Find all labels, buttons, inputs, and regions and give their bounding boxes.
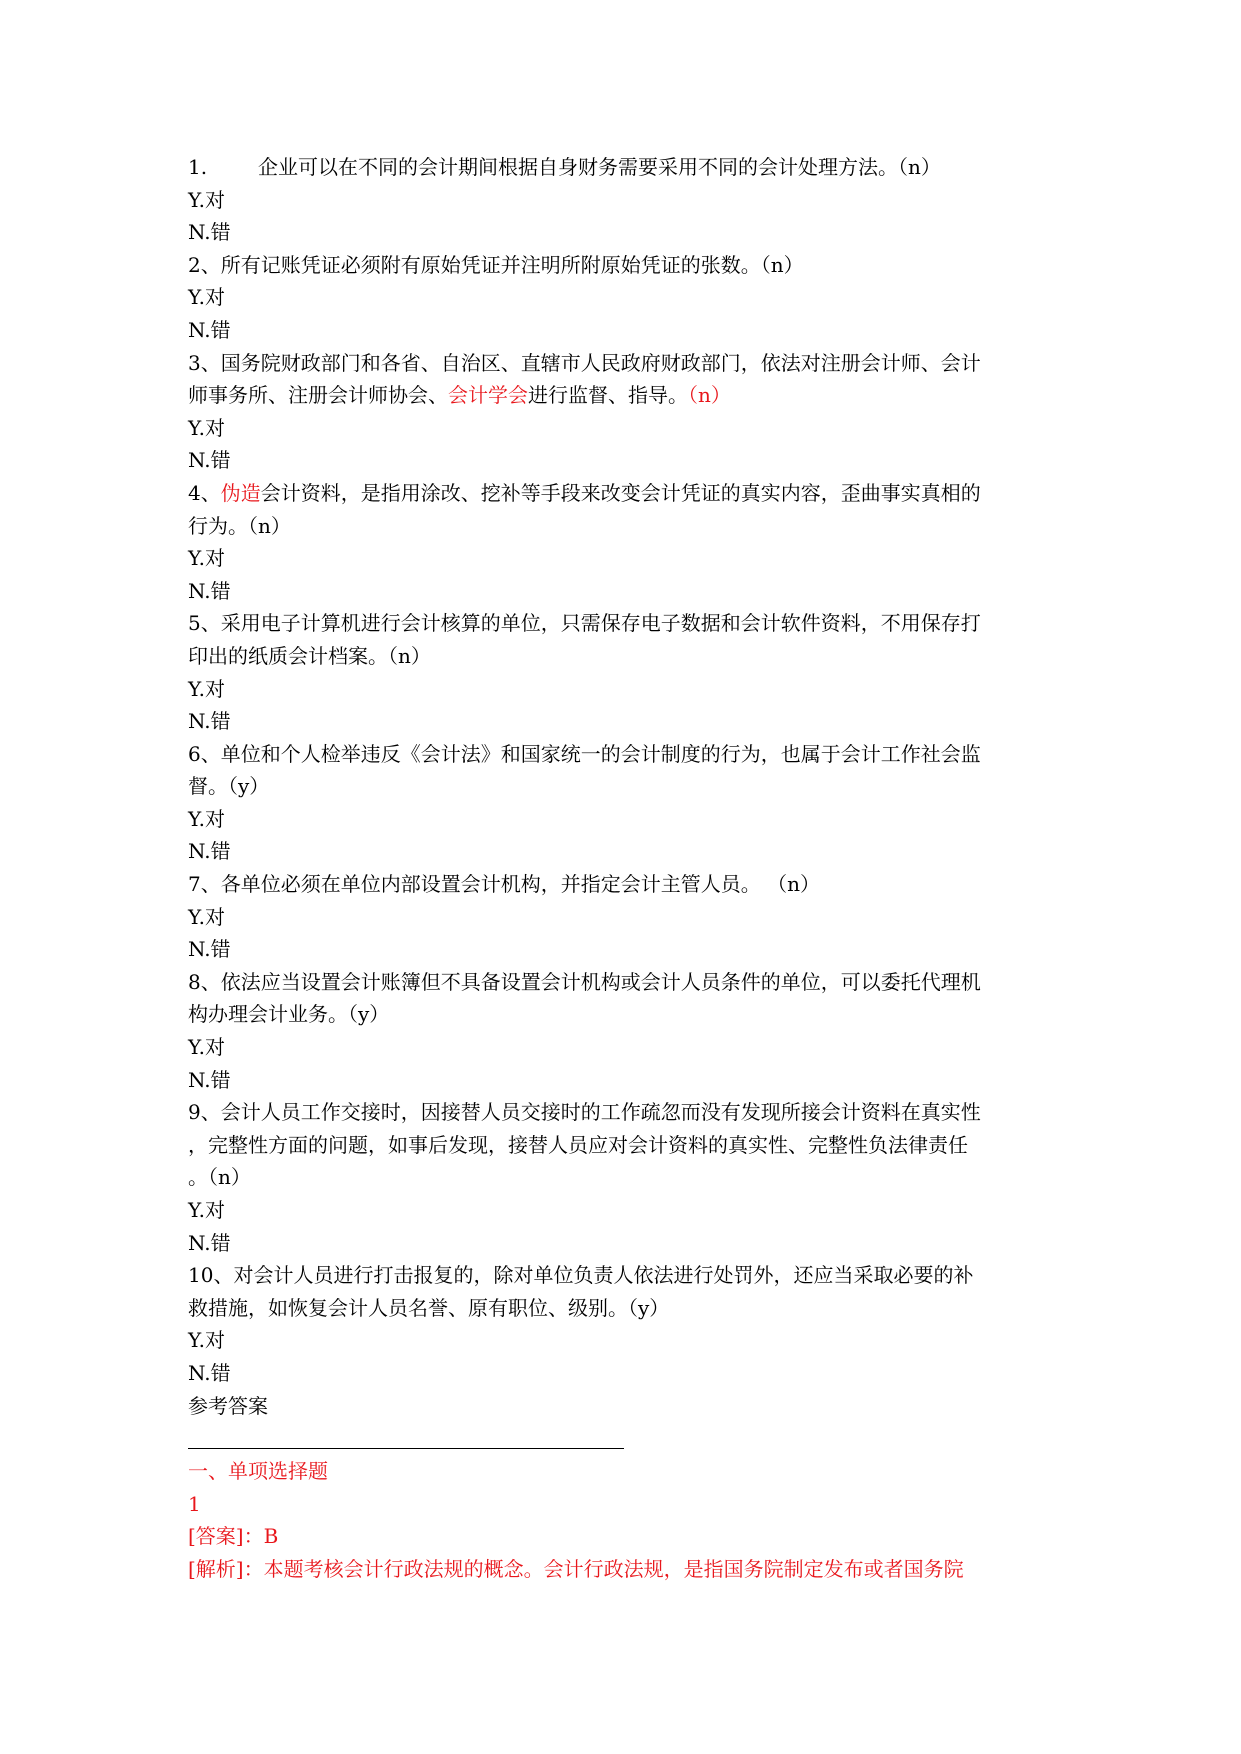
question-text-line (188, 510, 1058, 543)
option-false: N.错 (188, 709, 231, 734)
question-text: 构办理会计业务。（y） (188, 1002, 390, 1027)
question-block (188, 347, 1058, 477)
question-block (188, 151, 1058, 249)
option-false: N.错 (188, 1360, 231, 1385)
question-text: 进行监督、指导。 (528, 383, 688, 408)
question-text-line (188, 1129, 1058, 1162)
option-false: N.错 (188, 937, 231, 962)
answer-item-number: 1 (188, 1491, 201, 1516)
question-list (188, 151, 1058, 1390)
question-text-line (188, 477, 1058, 510)
question-text-line (188, 1161, 1058, 1194)
question-block (188, 607, 1058, 737)
question-text-line (188, 868, 1058, 901)
question-block (188, 738, 1058, 868)
question-block (188, 477, 1058, 607)
option-true: Y.对 (188, 187, 225, 212)
question-text-line (188, 1259, 1058, 1292)
question-text-line (188, 998, 1058, 1031)
question-text: 10、对会计人员进行打击报复的，除对单位负责人依法进行处罚外，还应当采取必要的补 (188, 1263, 974, 1288)
question-text: 5、采用电子计算机进行会计核算的单位，只需保存电子数据和会计软件资料，不用保存打 (188, 611, 981, 636)
highlighted-text: 伪造 (220, 480, 261, 505)
question-text-line (188, 347, 1058, 380)
option-false: N.错 (188, 1067, 231, 1092)
question-text: 8、依法应当设置会计账簿但不具备设置会计机构或会计人员条件的单位，可以委托代理机 (188, 969, 981, 994)
section-divider (188, 1448, 624, 1449)
document-body (188, 151, 1058, 1586)
option-true: Y.对 (188, 676, 225, 701)
answers-section-title: 一、单项选择题 (188, 1459, 328, 1484)
option-true: Y.对 (188, 904, 225, 929)
highlighted-text: 会计学会 (448, 383, 528, 408)
option-false: N.错 (188, 1230, 231, 1255)
question-block (188, 1096, 1058, 1259)
question-text: 会计资料，是指用涂改、挖补等手段来改变会计凭证的真实内容，歪曲事实真相的 (260, 480, 981, 505)
option-false: N.错 (188, 448, 231, 473)
question-text-line (188, 738, 1058, 771)
question-text: 4、 (188, 480, 221, 505)
question-text: 督。（y） (188, 774, 270, 799)
question-text-line (188, 151, 1058, 184)
question-text: 6、单位和个人检举违反《会计法》和国家统一的会计制度的行为，也属于会计工作社会监 (188, 741, 981, 766)
question-text-line (188, 249, 1058, 282)
option-true: Y.对 (188, 1328, 225, 1353)
question-text: 。（n） (188, 1165, 251, 1190)
option-true: Y.对 (188, 806, 225, 831)
question-text: ，完整性方面的问题，如事后发现，接替人员应对会计资料的真实性、完整性负法律责任 (188, 1132, 968, 1157)
question-text-line (188, 770, 1058, 803)
question-text-line (188, 1096, 1058, 1129)
option-false: N.错 (188, 578, 231, 603)
question-text-line (188, 966, 1058, 999)
highlighted-text: （n） (688, 383, 731, 408)
question-text: 9、会计人员工作交接时，因接替人员交接时的工作疏忽而没有发现所接会计资料在真实性 (188, 1100, 981, 1125)
question-block (188, 868, 1058, 966)
question-block (188, 1259, 1058, 1389)
question-text: 2、所有记账凭证必须附有原始凭证并注明所附原始凭证的张数。（n） (188, 252, 804, 277)
analysis-line: [解析]：本题考核会计行政法规的概念。会计行政法规，是指国务院制定发布或者国务院 (188, 1556, 964, 1581)
question-text-line (188, 379, 1058, 412)
option-true: Y.对 (188, 546, 225, 571)
option-false: N.错 (188, 839, 231, 864)
option-true: Y.对 (188, 415, 225, 440)
reference-answers-heading: 参考答案 (188, 1393, 268, 1418)
question-block (188, 249, 1058, 347)
question-text: 印出的纸质会计档案。（n） (188, 643, 431, 668)
question-text: 3、国务院财政部门和各省、自治区、直辖市人民政府财政部门，依法对注册会计师、会计 (188, 350, 981, 375)
option-false: N.错 (188, 220, 231, 245)
question-text: 救措施，如恢复会计人员名誉、原有职位、级别。（y） (188, 1295, 670, 1320)
question-text: 师事务所、注册会计师协会、 (188, 383, 448, 408)
question-text-line (188, 607, 1058, 640)
option-true: Y.对 (188, 1035, 225, 1060)
answer-line: [答案]：B (188, 1524, 279, 1549)
option-true: Y.对 (188, 1198, 225, 1222)
option-false: N.错 (188, 317, 231, 342)
option-true: Y.对 (188, 285, 225, 310)
question-text: 7、各单位必须在单位内部设置会计机构，并指定会计主管人员。 （n） (188, 872, 820, 897)
question-text: 1. 企业可以在不同的会计期间根据自身财务需要采用不同的会计处理方法。（n） (188, 155, 941, 179)
question-block (188, 966, 1058, 1096)
question-text-line (188, 640, 1058, 673)
question-text: 行为。（n） (188, 513, 291, 538)
question-text-line (188, 1292, 1058, 1325)
